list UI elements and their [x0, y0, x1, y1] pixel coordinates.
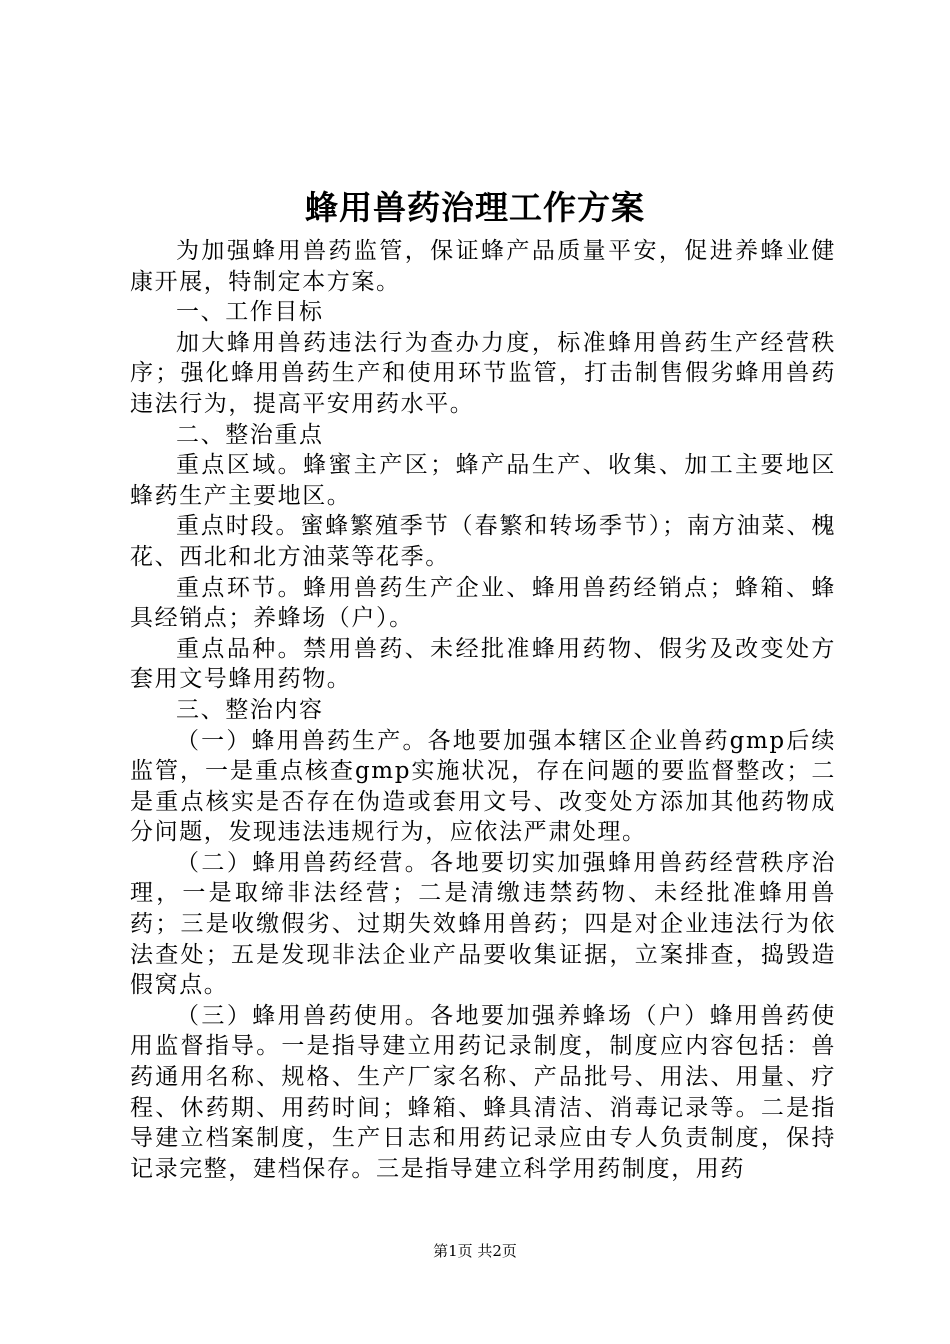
- paragraph-usage: （三）蜂用兽药使用。各地要加强养蜂场（户）蜂用兽药使用监督指导。一是指导建立用药记录制度，制度应内容包括：兽药通用名称、规格、生产厂家名称、产品批号、用法、用量、疗程、休药期、用药时间；蜂箱、蜂具清洁、消毒记录等。二是指导建立档案制度，生产日志和用药记录应由专人负责制度，保持记录完整，建档保存。三是指导建立科学用药制度，用药: [130, 1002, 836, 1182]
- paragraph-operation: （二）蜂用兽药经营。各地要切实加强蜂用兽药经营秩序治理，一是取缔非法经营；二是清缴违禁药物、未经批准蜂用兽药；三是收缴假劣、过期失效蜂用兽药；四是对企业违法行为依法查处；五是发现非法企业产品要收集证据，立案排查，捣毁造假窝点。: [130, 849, 836, 999]
- paragraph-production: （一）蜂用兽药生产。各地要加强本辖区企业兽药gmp后续监管，一是重点核查gmp实施状况，存在问题的要监督整改；二是重点核实是否存在伪造或套用文号、改变处方添加其他药物成分问题，发现违法违规行为，应依法严肃处理。: [130, 727, 836, 846]
- document-body: [130, 236, 836, 1184]
- paragraph-focus-variety: 重点品种。禁用兽药、未经批准蜂用药物、假劣及改变处方套用文号蜂用药物。: [130, 635, 836, 693]
- page-number-footer: 第1页 共2页: [433, 1242, 517, 1260]
- paragraph-goals: 加大蜂用兽药违法行为查办力度，标准蜂用兽药生产经营秩序；强化蜂用兽药生产和使用环节监管，打击制售假劣蜂用兽药违法行为，提高平安用药水平。: [130, 329, 836, 417]
- section-heading-focus: 二、整治重点: [176, 421, 324, 448]
- document-title: 蜂用兽药治理工作方案: [305, 188, 645, 227]
- paragraph-intro: 为加强蜂用兽药监管，保证蜂产品质量平安，促进养蜂业健康开展，特制定本方案。: [130, 238, 836, 295]
- section-heading-content: 三、整治内容: [176, 696, 324, 723]
- section-heading-goals: 一、工作目标: [176, 299, 324, 326]
- paragraph-focus-period: 重点时段。蜜蜂繁殖季节（春繁和转场季节）；南方油菜、槐花、西北和北方油菜等花季。: [130, 513, 836, 570]
- paragraph-focus-link: 重点环节。蜂用兽药生产企业、蜂用兽药经销点；蜂箱、蜂具经销点；养蜂场（户）。: [130, 574, 836, 632]
- paragraph-focus-region: 重点区域。蜂蜜主产区；蜂产品生产、收集、加工主要地区蜂药生产主要地区。: [130, 452, 836, 509]
